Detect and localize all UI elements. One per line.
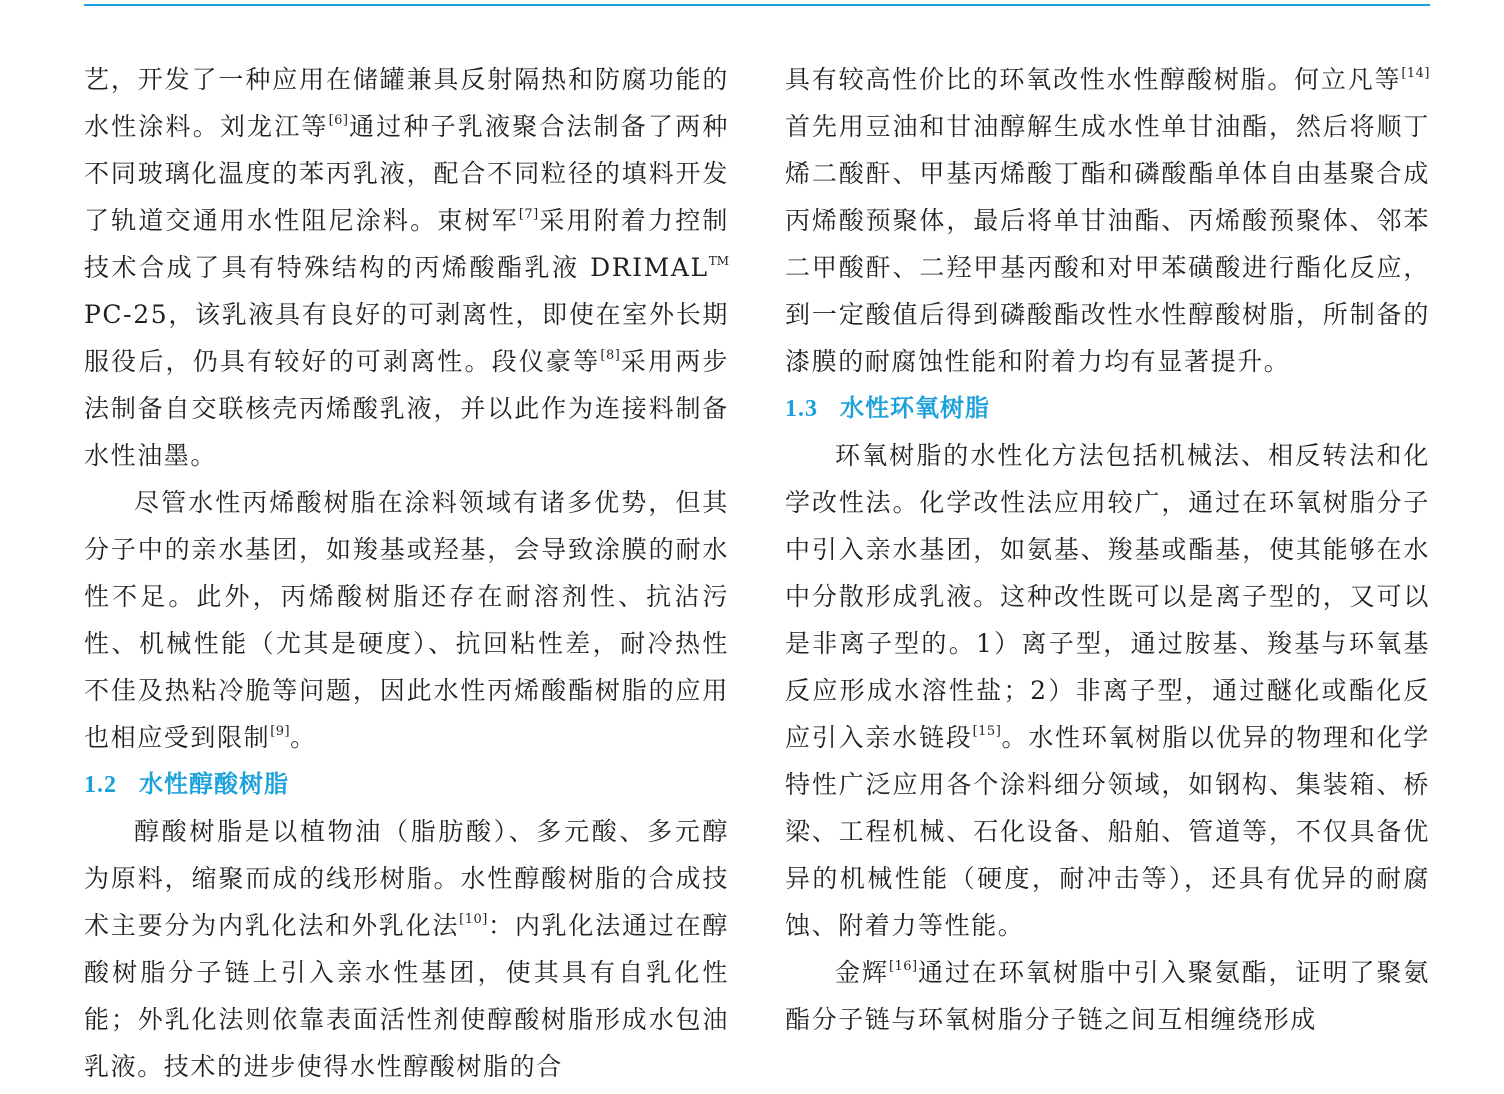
paragraph-jin-hui: 金辉[16]通过在环氧树脂中引入聚氨酯，证明了聚氨酯分子链与环氧树脂分子链之间互相缠绕形成 — [785, 958, 1430, 1034]
section-heading-1-2 — [84, 761, 729, 808]
section-title: 水性醇酸树脂 — [139, 770, 289, 798]
paragraph-continued: 艺，开发了一种应用在储罐兼具反射隔热和防腐功能的水性涂料。刘龙江等[6]通过种子乳液聚合法制备了两种不同玻璃化温度的苯丙乳液，配合不同粒径的填料开发了轨道交通用水性阻尼涂料。束树军[7]采用附着力控制技术合成了具有特殊结构的丙烯酸酯乳液 DRIMAL™ PC-25，该乳液具有良好的可剥离性，即使在室外长期服役后，仍具有较好的可剥离性。段仪豪等[8]采用两步法制备自交联核壳丙烯酸乳液，并以此作为连接料制备水性油墨。 — [84, 65, 730, 470]
citation-7[interactable]: [7] — [518, 207, 539, 222]
section-title: 水性环氧树脂 — [840, 394, 990, 422]
trademark-mark: TM — [708, 254, 729, 268]
citation-6[interactable]: [6] — [328, 113, 349, 128]
citation-16[interactable]: [16] — [888, 959, 918, 974]
header-rule — [84, 4, 1430, 6]
citation-14[interactable]: [14] — [1401, 66, 1430, 81]
right-column — [785, 56, 1430, 1043]
citation-10[interactable]: [10] — [459, 912, 488, 927]
paragraph-acrylic-limits: 尽管水性丙烯酸树脂在涂料领域有诸多优势，但其分子中的亲水基团，如羧基或羟基，会导致涂膜的耐水性不足。此外，丙烯酸树脂还存在耐溶剂性、抗沾污性、机械性能（尤其是硬度）、抗回粘性差，耐冷热性不佳及热粘冷脆等问题，因此水性丙烯酸酯树脂的应用也相应受到限制[9]。 — [84, 488, 729, 752]
citation-15[interactable]: [15] — [972, 724, 1002, 739]
section-number: 1.3 — [785, 396, 818, 422]
citation-9[interactable]: [9] — [270, 724, 291, 739]
paragraph-epoxy-intro: 环氧树脂的水性化方法包括机械法、相反转法和化学改性法。化学改性法应用较广，通过在环氧树脂分子中引入亲水基团，如氨基、羧基或酯基，使其能够在水中分散形成乳液。这种改性既可以是离子型的，又可以是非离子型的。1）离子型，通过胺基、羧基与环氧基反应形成水溶性盐；2）非离子型，通过醚化或酯化反应引入亲水链段[15]。水性环氧树脂以优异的物理和化学特性广泛应用各个涂料细分领域，如钢构、集装箱、桥梁、工程机械、石化设备、船舶、管道等，不仅具备优异的机械性能（硬度，耐冲击等），还具有优异的耐腐蚀、附着力等性能。 — [785, 441, 1430, 940]
citation-8[interactable]: [8] — [600, 348, 621, 363]
section-heading-1-3 — [785, 385, 1430, 432]
left-column — [84, 56, 729, 1090]
paragraph-alkyd-intro: 醇酸树脂是以植物油（脂肪酸）、多元酸、多元醇为原料，缩聚而成的线形树脂。水性醇酸树脂的合成技术主要分为内乳化法和外乳化法[10]：内乳化法通过在醇酸树脂分子链上引入亲水性基团，使其具有自乳化性能；外乳化法则依靠表面活性剂使醇酸树脂形成水包油乳液。技术的进步使得水性醇酸树脂的合 — [84, 817, 729, 1081]
section-number: 1.2 — [84, 772, 117, 798]
paragraph-continued-right: 具有较高性价比的环氧改性水性醇酸树脂。何立凡等[14]首先用豆油和甘油醇解生成水性单甘油酯，然后将顺丁烯二酸酐、甲基丙烯酸丁酯和磷酸酯单体自由基聚合成丙烯酸预聚体，最后将单甘油酯、丙烯酸预聚体、邻苯二甲酸酐、二羟甲基丙酸和对甲苯磺酸进行酯化反应，到一定酸值后得到磷酸酯改性水性醇酸树脂，所制备的漆膜的耐腐蚀性能和附着力均有显著提升。 — [785, 65, 1430, 376]
